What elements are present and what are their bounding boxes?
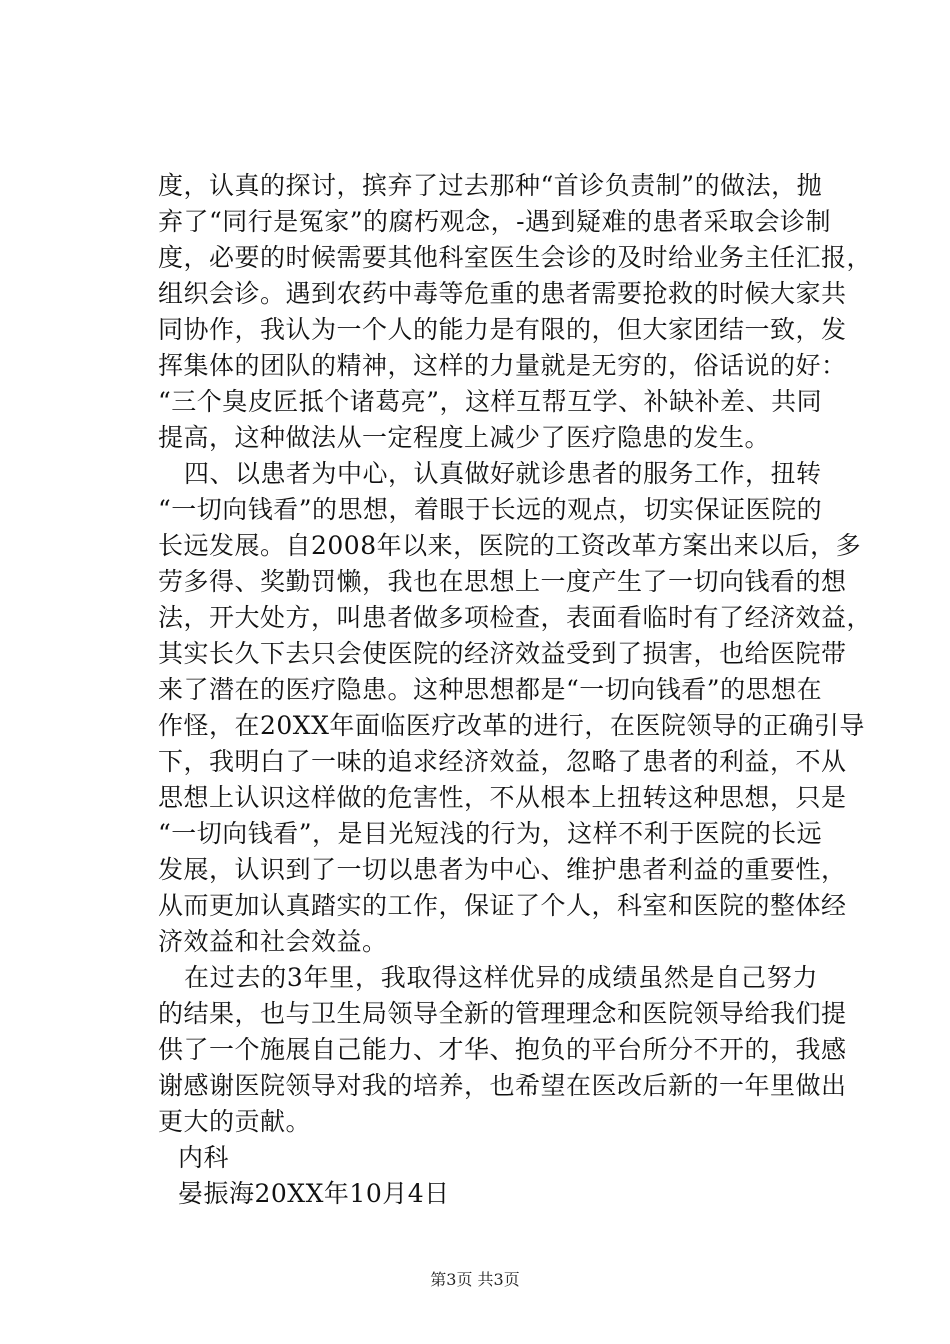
signature-date: 晏振海20XX年10月4日: [178, 1179, 450, 1208]
text-line: 度，必要的时候需要其他科室医生会诊的及时给业务主任汇报，: [158, 243, 873, 272]
text-line: 组织会诊。遇到农药中毒等危重的患者需要抢救的时候大家共: [158, 279, 847, 308]
text-line: 济效益和社会效益。: [158, 927, 388, 956]
text-line: 发展，认识到了一切以患者为中心、维护患者利益的重要性，: [158, 855, 847, 884]
paragraph-start-line: 四、以患者为中心，认真做好就诊患者的服务工作，扭转: [184, 459, 822, 488]
text-line: 供了一个施展自己能力、才华、抱负的平台所分不开的，我感: [158, 1035, 847, 1064]
text-line: “一切向钱看”的思想，着眼于长远的观点，切实保证医院的: [158, 495, 823, 524]
text-line: 谢感谢医院领导对我的培养，也希望在医改后新的一年里做出: [158, 1071, 847, 1100]
text-line: 劳多得、奖勤罚懒，我也在思想上一度产生了一切向钱看的想: [158, 567, 847, 596]
text-line: 长远发展。自2008年以来，医院的工资改革方案出来以后，多: [158, 531, 862, 560]
page-number-footer: 第3页 共3页: [430, 1270, 520, 1289]
text-line: 提高，这种做法从一定程度上减少了医疗隐患的发生。: [158, 423, 771, 452]
text-line: 法，开大处方，叫患者做多项检查，表面看临时有了经济效益，: [158, 603, 873, 632]
text-line: 来了潜在的医疗隐患。这种思想都是“一切向钱看”的思想在: [158, 675, 823, 704]
text-line: 挥集体的团队的精神，这样的力量就是无穷的，俗话说的好：: [158, 351, 847, 380]
paragraph-start-line: 在过去的3年里，我取得这样优异的成绩虽然是自己努力: [184, 963, 818, 992]
text-line: “三个臭皮匠抵个诸葛亮”，这样互帮互学、补缺补差、共同: [158, 387, 823, 416]
text-line: 的结果，也与卫生局领导全新的管理理念和医院领导给我们提: [158, 999, 847, 1028]
text-line: 从而更加认真踏实的工作，保证了个人，科室和医院的整体经: [158, 891, 847, 920]
text-line: 弃了“同行是冤家”的腐朽观念，-遇到疑难的患者采取会诊制: [158, 207, 832, 236]
document-body: [158, 168, 873, 1212]
text-line: 更大的贡献。: [158, 1107, 312, 1136]
text-line: 同协作，我认为一个人的能力是有限的，但大家团结一致，发: [158, 315, 847, 344]
text-line: 其实长久下去只会使医院的经济效益受到了损害，也给医院带: [158, 639, 847, 668]
text-line: “一切向钱看”，是目光短浅的行为，这样不利于医院的长远: [158, 819, 823, 848]
text-line: 度，认真的探讨，摈弃了过去那种“首诊负责制”的做法，抛: [158, 171, 823, 200]
text-line: 思想上认识这样做的危害性，不从根本上扭转这种思想，只是: [158, 783, 847, 812]
text-line: 作怪，在20XX年面临医疗改革的进行，在医院领导的正确引导: [158, 711, 865, 740]
text-line: 下，我明白了一味的追求经济效益，忽略了患者的利益，不从: [158, 747, 847, 776]
department-label: 内科: [178, 1143, 230, 1172]
